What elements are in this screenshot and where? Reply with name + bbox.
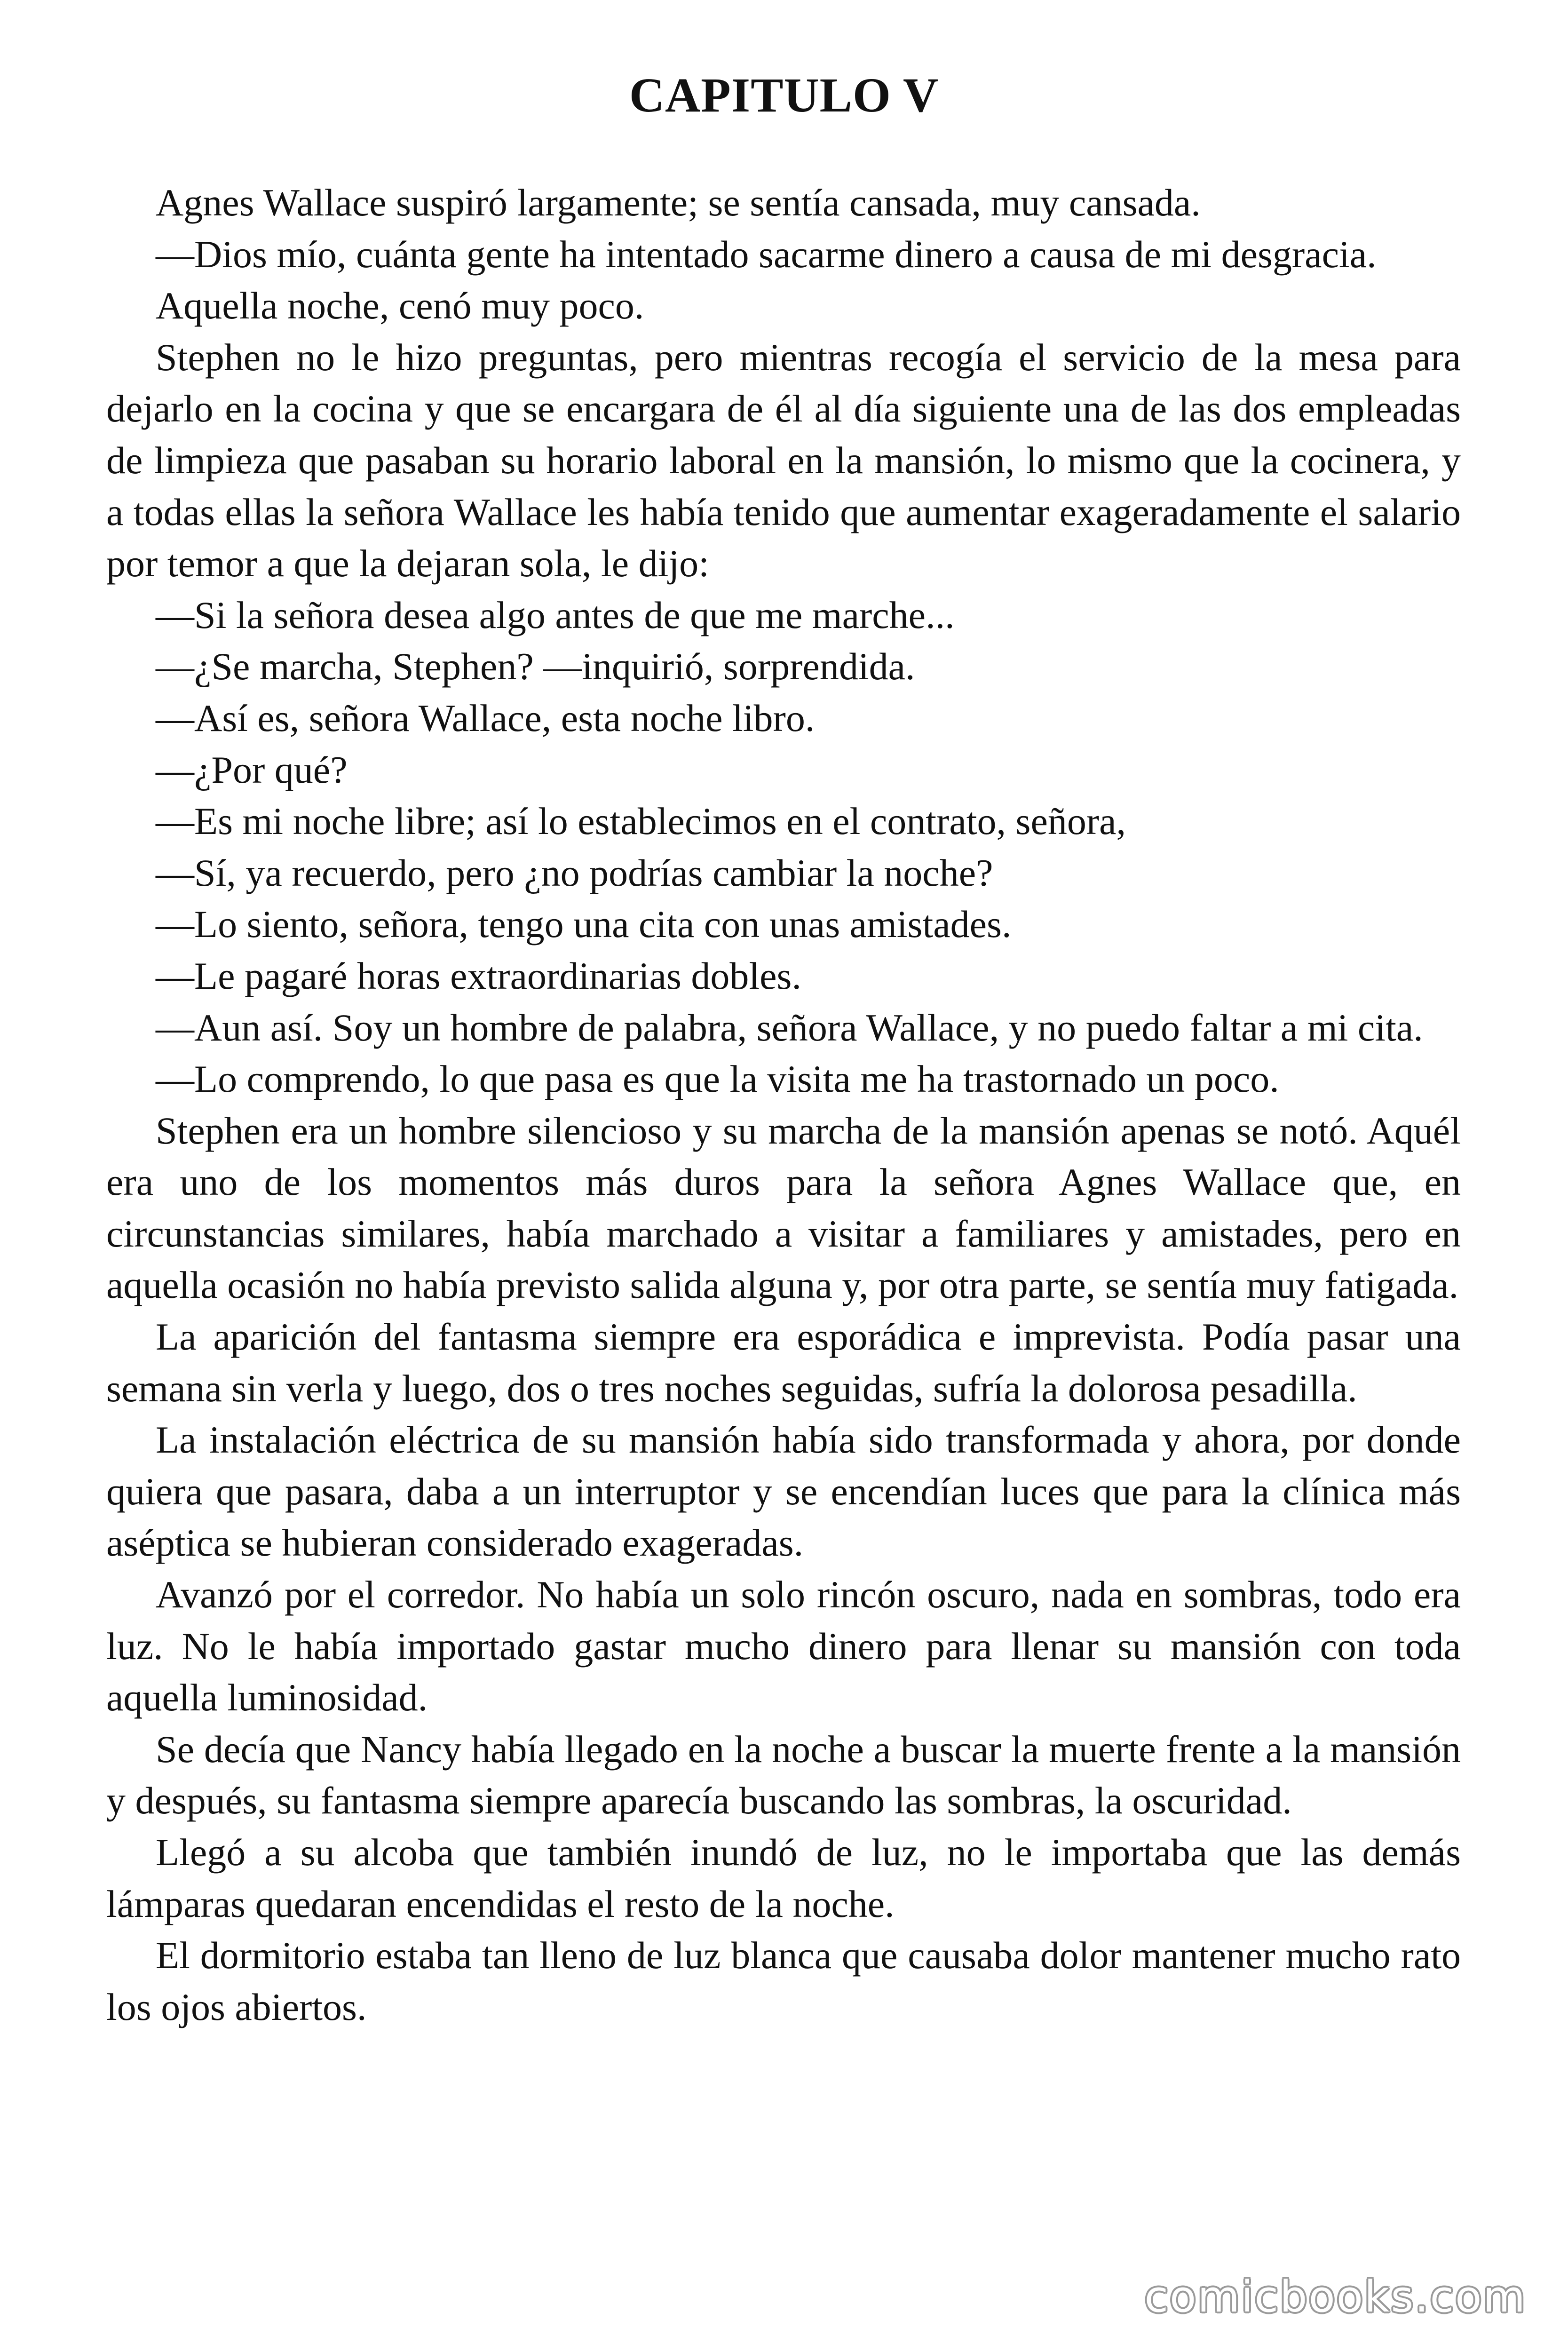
paragraph: —Así es, señora Wallace, esta noche libro.: [156, 696, 815, 739]
paragraph: La instalación eléctrica de su mansión había sido transformada y ahora, por donde quiera que pasara, daba a un interruptor y se encendían luces que para la clínica más aséptica se hubieran considerado exageradas.: [106, 1418, 1461, 1565]
paragraph: Se decía que Nancy había llegado en la noche a buscar la muerte frente a la mansión y después, su fantasma siempre aparecía buscando las sombras, la oscuridad.: [106, 1727, 1461, 1822]
paragraph: Stephen no le hizo preguntas, pero mientras recogía el servicio de la mesa para dejarlo en la cocina y que se encargara de él al día siguiente una de las dos empleadas de limpieza que pasaban su horario laboral en la mansión, lo mismo que la cocinera, y a todas ellas la señora Wallace les había tenido que aumentar exageradamente el salario por temor a que la dejaran sola, le dijo:: [106, 335, 1461, 585]
paragraph: El dormitorio estaba tan lleno de luz blanca que causaba dolor mantener mucho rato los ojos abiertos.: [106, 1934, 1461, 2028]
paragraph: —¿Por qué?: [156, 748, 348, 791]
paragraph: —Dios mío, cuánta gente ha intentado sacarme dinero a causa de mi desgracia.: [156, 232, 1377, 276]
paragraph: Llegó a su alcoba que también inundó de luz, no le importaba que las demás lámparas quedaran encendidas el resto de la noche.: [106, 1831, 1461, 1925]
paragraph: Aquella noche, cenó muy poco.: [156, 284, 644, 327]
chapter-body: [106, 177, 1461, 2033]
paragraph: —¿Se marcha, Stephen? —inquirió, sorprendida.: [156, 645, 915, 688]
paragraph: Stephen era un hombre silencioso y su marcha de la mansión apenas se notó. Aquél era uno de los momentos más duros para la señora Agnes Wallace que, en circunstancias similares, había marchado a visitar a familiares y amistades, pero en aquella ocasión no había previsto salida alguna y, por otra parte, se sentía muy fatigada.: [106, 1109, 1461, 1307]
chapter-title: CAPITULO V: [629, 68, 939, 122]
paragraph: —Sí, ya recuerdo, pero ¿no podrías cambiar la noche?: [156, 851, 993, 894]
paragraph: —Le pagaré horas extraordinarias dobles.: [156, 954, 801, 997]
paragraph: —Lo comprendo, lo que pasa es que la visita me ha trastornado un poco.: [156, 1057, 1279, 1101]
paragraph: —Lo siento, señora, tengo una cita con unas amistades.: [156, 903, 1012, 946]
paragraph: Agnes Wallace suspiró largamente; se sentía cansada, muy cansada.: [156, 181, 1201, 224]
paragraph: La aparición del fantasma siempre era esporádica e imprevista. Podía pasar una semana sin verla y luego, dos o tres noches seguidas, sufría la dolorosa pesadilla.: [106, 1315, 1461, 1410]
paragraph: —Si la señora desea algo antes de que me marche...: [156, 593, 955, 636]
paragraph: —Aun así. Soy un hombre de palabra, señora Wallace, y no puedo faltar a mi cita.: [156, 1006, 1423, 1049]
paragraph: Avanzó por el corredor. No había un solo rincón oscuro, nada en sombras, todo era luz. No le había importado gastar mucho dinero para llenar su mansión con toda aquella luminosidad.: [106, 1573, 1461, 1719]
site-watermark: comicbooks.com: [1144, 2272, 1527, 2322]
paragraph: —Es mi noche libre; así lo establecimos en el contrato, señora,: [156, 800, 1126, 843]
